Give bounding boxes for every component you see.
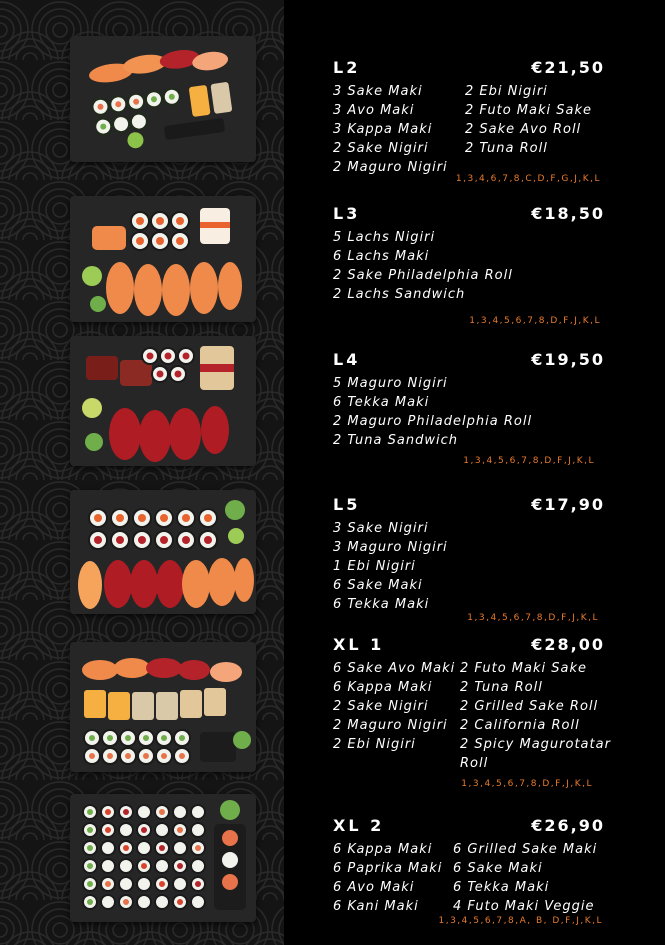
contents-line: 4 Futo Maki Veggie	[453, 899, 595, 914]
contents-line: 2 Sake Nigiri	[333, 699, 429, 714]
contents-column-right	[460, 659, 611, 773]
contents-column-left	[333, 519, 448, 614]
sushi-platter-xl2-photo	[70, 794, 256, 922]
contents-line: 3 Avo Maki	[333, 103, 415, 118]
contents-line: 2 Tuna Roll	[465, 141, 548, 156]
contents-column-left	[333, 840, 442, 916]
contents-column-right	[465, 82, 592, 158]
contents-line: 6 Lachs Maki	[333, 249, 430, 264]
contents-line: Roll	[460, 756, 489, 771]
menu-item-price: €17,90	[531, 495, 605, 514]
allergen-codes: 1,3,4,5,6,7,8,D,F,J,K,L	[467, 613, 599, 623]
contents-line: 6 Tekka Maki	[453, 880, 550, 895]
contents-line: 2 Lachs Sandwich	[333, 287, 466, 302]
contents-line: 1 Ebi Nigiri	[333, 559, 416, 574]
contents-line: 2 Tuna Roll	[460, 680, 543, 695]
contents-line: 6 Grilled Sake Maki	[453, 842, 598, 857]
sushi-platter-l5-photo	[70, 490, 256, 614]
contents-line: 5 Maguro Nigiri	[333, 376, 448, 391]
contents-column-left	[333, 228, 513, 304]
contents-line: 3 Sake Maki	[333, 84, 423, 99]
contents-line: 6 Avo Maki	[333, 880, 415, 895]
contents-line: 2 Futo Maki Sake	[460, 661, 587, 676]
contents-line: 2 Spicy Magurotatar	[460, 737, 611, 752]
menu-item-title: L2	[333, 58, 361, 77]
contents-column-left	[333, 374, 532, 450]
contents-line: 3 Sake Nigiri	[333, 521, 429, 536]
contents-line: 2 Tuna Sandwich	[333, 433, 458, 448]
contents-line: 2 Ebi Nigiri	[465, 84, 548, 99]
allergen-codes: 1,3,4,5,6,7,8,D,F,J,K,L	[469, 316, 601, 326]
contents-line: 2 Grilled Sake Roll	[460, 699, 599, 714]
contents-line: 6 Paprika Maki	[333, 861, 443, 876]
sushi-platter-xl1-photo	[70, 642, 256, 772]
contents-column-left	[333, 82, 448, 177]
menu-item-xl2	[333, 816, 605, 934]
menu-item-price: €28,00	[531, 635, 605, 654]
menu-item-price: €18,50	[531, 204, 605, 223]
allergen-codes: 1,3,4,5,6,7,8,D,F,J,K,L	[463, 456, 595, 466]
contents-line: 2 California Roll	[460, 718, 580, 733]
menu-item-price: €19,50	[531, 350, 605, 369]
menu-item-l2	[333, 58, 605, 188]
menu-item-price: €26,90	[531, 816, 605, 835]
contents-line: 6 Sake Avo Maki	[333, 661, 456, 676]
menu-item-title: XL 1	[333, 635, 385, 654]
contents-line: 2 Sake Nigiri	[333, 141, 429, 156]
menu-item-title: L3	[333, 204, 361, 223]
contents-line: 2 Sake Philadelphia Roll	[333, 268, 513, 283]
menu-item-xl1	[333, 635, 611, 795]
allergen-codes: 1,3,4,5,6,7,8,D,F,J,K,L	[461, 779, 593, 789]
contents-line: 5 Lachs Nigiri	[333, 230, 436, 245]
sushi-platter-l4-photo	[70, 336, 256, 466]
sushi-platter-l2-photo	[70, 36, 256, 162]
allergen-codes: 1,3,4,5,6,7,8,A, B, D,F,J,K,L	[438, 916, 603, 926]
menu-item-l5	[333, 495, 605, 627]
contents-line: 6 Tekka Maki	[333, 597, 430, 612]
contents-column-left	[333, 659, 455, 754]
contents-line: 3 Maguro Nigiri	[333, 540, 448, 555]
photo-column	[0, 0, 284, 945]
contents-line: 6 Tekka Maki	[333, 395, 430, 410]
contents-line: 6 Kappa Maki	[333, 842, 433, 857]
menu-item-title: L4	[333, 350, 361, 369]
contents-column-right	[453, 840, 597, 916]
menu-item-l4	[333, 350, 605, 474]
contents-line: 6 Sake Maki	[453, 861, 543, 876]
contents-line: 2 Maguro Philadelphia Roll	[333, 414, 533, 429]
contents-line: 3 Kappa Maki	[333, 122, 433, 137]
contents-line: 2 Maguro Nigiri	[333, 160, 448, 175]
contents-line: 6 Kappa Maki	[333, 680, 433, 695]
contents-line: 2 Maguro Nigiri	[333, 718, 448, 733]
sushi-platter-l3-photo	[70, 196, 256, 322]
contents-line: 6 Sake Maki	[333, 578, 423, 593]
menu-item-title: L5	[333, 495, 361, 514]
menu-item-title: XL 2	[333, 816, 385, 835]
contents-line: 2 Futo Maki Sake	[465, 103, 592, 118]
contents-line: 2 Sake Avo Roll	[465, 122, 582, 137]
menu-item-l3	[333, 204, 605, 330]
menu-item-price: €21,50	[531, 58, 605, 77]
contents-line: 6 Kani Maki	[333, 899, 419, 914]
allergen-codes: 1,3,4,6,7,8,C,D,F,G,J,K,L	[455, 174, 601, 184]
contents-line: 2 Ebi Nigiri	[333, 737, 416, 752]
